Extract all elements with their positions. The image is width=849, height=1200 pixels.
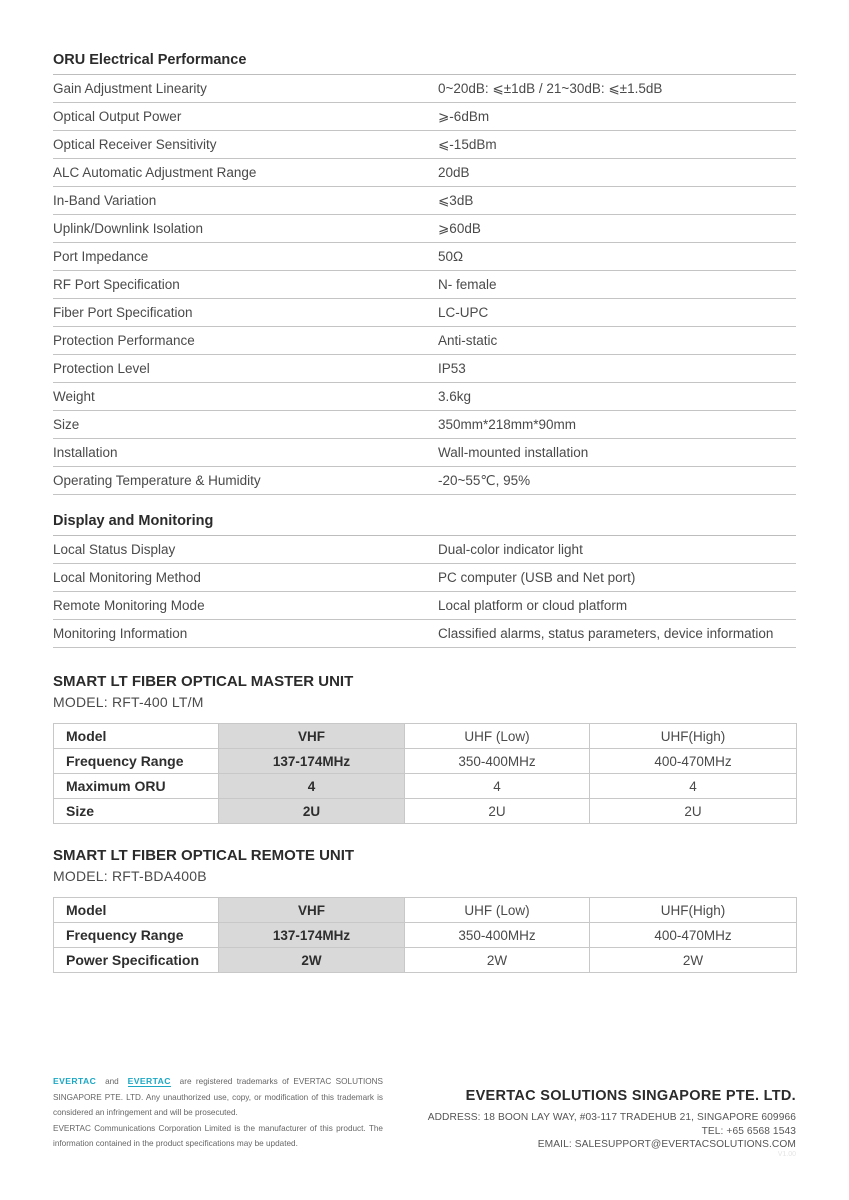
display-monitoring-section [53, 507, 796, 648]
manufacturer-text: EVERTAC Communications Corporation Limited is the manufacturer of this product. The information contained in the product specifications may be updated. [53, 1123, 383, 1148]
spec-row [53, 187, 796, 215]
spec-label: Local Monitoring Method [53, 570, 201, 585]
spec-value: IP53 [438, 361, 466, 376]
product-model: MODEL: RFT-400 LT/M [53, 694, 204, 710]
spec-row [53, 299, 796, 327]
row-label: Model [54, 724, 219, 749]
spec-value: ⩾60dB [438, 221, 481, 236]
spec-row [53, 75, 796, 103]
spec-label: Port Impedance [53, 249, 149, 264]
spec-row [53, 620, 796, 648]
table-cell: VHF [219, 898, 405, 923]
row-label: Frequency Range [54, 749, 219, 774]
table-cell: 2U [405, 799, 590, 824]
table-row [54, 749, 797, 774]
version-tag: V1.00 [777, 1151, 796, 1158]
spec-value: PC computer (USB and Net port) [438, 570, 636, 585]
table-cell: 2W [405, 948, 590, 973]
table-cell: UHF(High) [590, 898, 797, 923]
spec-row [53, 243, 796, 271]
company-info [428, 1086, 796, 1152]
spec-value: Local platform or cloud platform [438, 598, 628, 613]
table-cell: 350-400MHz [405, 749, 590, 774]
spec-value: Anti-static [438, 333, 498, 348]
spec-value: LC-UPC [438, 305, 489, 320]
row-label: Frequency Range [54, 923, 219, 948]
spec-value: 20dB [438, 165, 470, 180]
row-label: Power Specification [54, 948, 219, 973]
spec-row [53, 327, 796, 355]
spec-row [53, 536, 796, 564]
row-label: Model [54, 898, 219, 923]
spec-row [53, 564, 796, 592]
table-cell: 4 [219, 774, 405, 799]
table-cell: 350-400MHz [405, 923, 590, 948]
spec-label: In-Band Variation [53, 193, 157, 208]
table-cell: 2W [590, 948, 797, 973]
master-unit-table [53, 723, 797, 824]
spec-label: Monitoring Information [53, 626, 188, 641]
section-title: Display and Monitoring [53, 507, 796, 536]
table-cell: 2U [219, 799, 405, 824]
table-row [54, 898, 797, 923]
spec-label: Uplink/Downlink Isolation [53, 221, 204, 236]
table-row [54, 799, 797, 824]
spec-label: Size [53, 417, 80, 432]
spec-label: RF Port Specification [53, 277, 180, 292]
evertac-logo: EVERTAC [53, 1076, 97, 1086]
table-row [54, 923, 797, 948]
table-cell: UHF (Low) [405, 724, 590, 749]
row-label: Size [54, 799, 219, 824]
trademark-text: are registered trademarks of EVERTAC SOLUTIONS SINGAPORE PTE. LTD. Any unauthorized use, copy, or modification of this trademark is considered an infringement and will be prosecuted. [53, 1077, 383, 1117]
spec-value: 3.6kg [438, 389, 472, 404]
table-cell: 137-174MHz [219, 923, 405, 948]
spec-row [53, 131, 796, 159]
spec-label: Optical Receiver Sensitivity [53, 137, 217, 152]
table-cell: UHF (Low) [405, 898, 590, 923]
spec-value: N- female [438, 277, 497, 292]
trademark-notice [53, 1074, 383, 1152]
spec-row [53, 159, 796, 187]
spec-value: -20~55℃, 95% [438, 473, 531, 488]
spec-label: Installation [53, 445, 118, 460]
remote-unit-section [53, 847, 796, 973]
spec-value: Dual-color indicator light [438, 542, 583, 557]
table-cell: 4 [590, 774, 797, 799]
spec-label: Weight [53, 389, 95, 404]
company-email: EMAIL: SALESUPPORT@EVERTACSOLUTIONS.COM [537, 1139, 796, 1150]
spec-value: 350mm*218mm*90mm [438, 417, 577, 432]
company-name: EVERTAC SOLUTIONS SINGAPORE PTE. LTD. [465, 1088, 796, 1104]
spec-row [53, 215, 796, 243]
company-address: ADDRESS: 18 BOON LAY WAY, #03-117 TRADEHUB 21, SINGAPORE 609966 [427, 1112, 796, 1123]
spec-row [53, 271, 796, 299]
spec-label: Gain Adjustment Linearity [53, 81, 207, 96]
spec-row [53, 439, 796, 467]
spec-row [53, 411, 796, 439]
table-cell: UHF(High) [590, 724, 797, 749]
spec-row [53, 467, 796, 495]
oru-electrical-section [53, 46, 796, 495]
section-title: ORU Electrical Performance [53, 46, 796, 75]
row-label: Maximum ORU [54, 774, 219, 799]
evertac-solutions-logo: EVERTAC [127, 1076, 171, 1086]
spec-label: Local Status Display [53, 542, 176, 557]
spec-value: Classified alarms, status parameters, device information [438, 626, 774, 641]
company-tel: TEL: +65 6568 1543 [701, 1125, 796, 1137]
spec-row [53, 355, 796, 383]
master-unit-section [53, 673, 796, 824]
table-row [54, 724, 797, 749]
spec-value: ⩽-15dBm [438, 137, 497, 152]
spec-row [53, 383, 796, 411]
table-cell: 2U [590, 799, 797, 824]
spec-value: 50Ω [438, 249, 464, 264]
spec-label: Optical Output Power [53, 109, 182, 124]
spec-value: ⩽3dB [438, 193, 474, 208]
table-row [54, 774, 797, 799]
spec-row [53, 592, 796, 620]
table-cell: 400-470MHz [590, 923, 797, 948]
table-cell: 2W [219, 948, 405, 973]
spec-value: 0~20dB: ⩽±1dB / 21~30dB: ⩽±1.5dB [438, 81, 663, 96]
table-cell: VHF [219, 724, 405, 749]
and-text: and [105, 1077, 119, 1086]
product-model: MODEL: RFT-BDA400B [53, 868, 207, 884]
table-cell: 137-174MHz [219, 749, 405, 774]
spec-label: Protection Performance [53, 333, 195, 348]
remote-unit-table [53, 897, 797, 973]
spec-label: Remote Monitoring Mode [53, 598, 205, 613]
spec-label: Operating Temperature & Humidity [53, 473, 261, 488]
spec-label: ALC Automatic Adjustment Range [53, 165, 257, 180]
spec-row [53, 103, 796, 131]
table-cell: 400-470MHz [590, 749, 797, 774]
spec-value: ⩾-6dBm [438, 109, 490, 124]
table-cell: 4 [405, 774, 590, 799]
spec-label: Protection Level [53, 361, 150, 376]
table-row [54, 948, 797, 973]
spec-value: Wall-mounted installation [438, 445, 589, 460]
spec-label: Fiber Port Specification [53, 305, 193, 320]
product-title: SMART LT FIBER OPTICAL MASTER UNIT [53, 673, 354, 690]
product-title: SMART LT FIBER OPTICAL REMOTE UNIT [53, 847, 355, 864]
